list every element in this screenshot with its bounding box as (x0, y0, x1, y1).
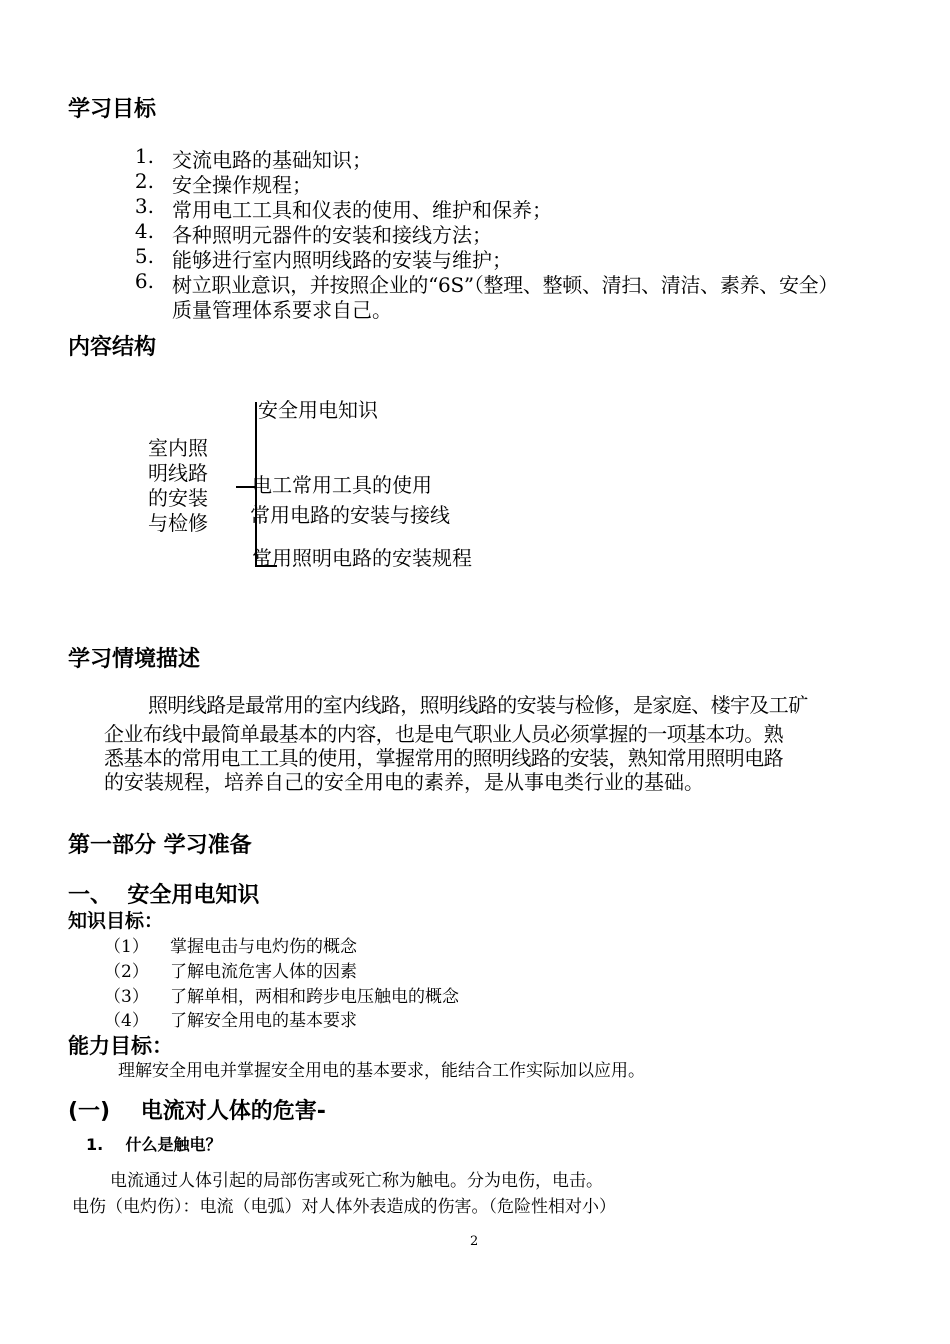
situation-title: 学习情境描述 (68, 647, 201, 672)
list-item-number: （1） (104, 937, 149, 957)
paragraph-line: 悉基本的常用电工工具的使用，掌握常用的照明线路的安装，熟知常用照明电路 (104, 746, 783, 770)
knowledge-goals-label: 知识目标： (68, 910, 164, 932)
list-item: 了解电流危害人体的因素 (170, 962, 357, 982)
paragraph-line: 企业布线中最简单最基本的内容，也是电气职业人员必须掌握的一项基本功。熟 (104, 722, 783, 746)
list-item: 了解单相，两相和跨步电压触电的概念 (170, 987, 459, 1007)
structure-root-line: 的安装 (148, 486, 208, 510)
structure-branch: 常用电路的安装与接线 (250, 503, 450, 527)
list-item: 掌握电击与电灼伤的概念 (170, 937, 357, 957)
learning-goals-title: 学习目标 (68, 97, 157, 122)
list-item-number: 3. (134, 194, 154, 218)
list-item: 了解安全用电的基本要求 (170, 1011, 357, 1031)
paragraph-line: 照明线路是最常用的室内线路，照明线路的安装与检修，是家庭、楼宇及工矿 (148, 693, 808, 717)
ability-goals-label: 能力目标： (68, 1034, 173, 1058)
paragraph-line: 的安装规程，培养自己的安全用电的素养，是从事电类行业的基础。 (104, 770, 704, 794)
list-item-number: （3） (104, 987, 149, 1007)
content-structure-title: 内容结构 (68, 335, 157, 360)
list-item: 安全操作规程； (172, 173, 312, 197)
list-item-number: 6. (134, 269, 154, 293)
list-item: 能够进行室内照明线路的安装与维护； (172, 248, 512, 272)
question-title: 1. 什么是触电？ (86, 1135, 222, 1154)
list-item-continuation: 质量管理体系要求自己。 (172, 298, 392, 322)
list-item-number: （2） (104, 962, 149, 982)
list-item-number: （4） (104, 1011, 149, 1031)
structure-branch: 常用照明电路的安装规程 (252, 546, 472, 570)
list-item-number: 2. (134, 169, 154, 193)
list-item-number: 1. (134, 144, 154, 168)
section-title: 一、 安全用电知识 (68, 883, 260, 908)
question-paragraph: 电流通过人体引起的局部伤害或死亡称为触电。分为电伤，电击。 (110, 1171, 603, 1191)
page-number: 2 (470, 1234, 479, 1249)
structure-branch: 安全用电知识 (258, 398, 378, 422)
question-paragraph: 电伤（电灼伤）：电流（电弧）对人体外表造成的伤害。（危险性相对小） (72, 1197, 616, 1217)
ability-goals-text: 理解安全用电并掌握安全用电的基本要求，能结合工作实际加以应用。 (118, 1061, 645, 1081)
structure-root-line: 与检修 (148, 511, 208, 535)
list-item-number: 4. (134, 219, 154, 243)
structure-root-line: 明线路 (148, 461, 208, 485)
subsection-title: (一) 电流对人体的危害- (68, 1099, 326, 1124)
list-item: 树立职业意识，并按照企业的“6S”（整理、整顿、清扫、清洁、素养、安全） (172, 273, 839, 297)
list-item-number: 5. (134, 244, 154, 268)
structure-branch: 电工常用工具的使用 (252, 473, 432, 497)
structure-root-line: 室内照 (148, 436, 208, 460)
part-one-title: 第一部分 学习准备 (68, 833, 252, 858)
list-item: 常用电工工具和仪表的使用、维护和保养； (172, 198, 552, 222)
list-item: 交流电路的基础知识； (172, 148, 372, 172)
list-item: 各种照明元器件的安装和接线方法； (172, 223, 492, 247)
